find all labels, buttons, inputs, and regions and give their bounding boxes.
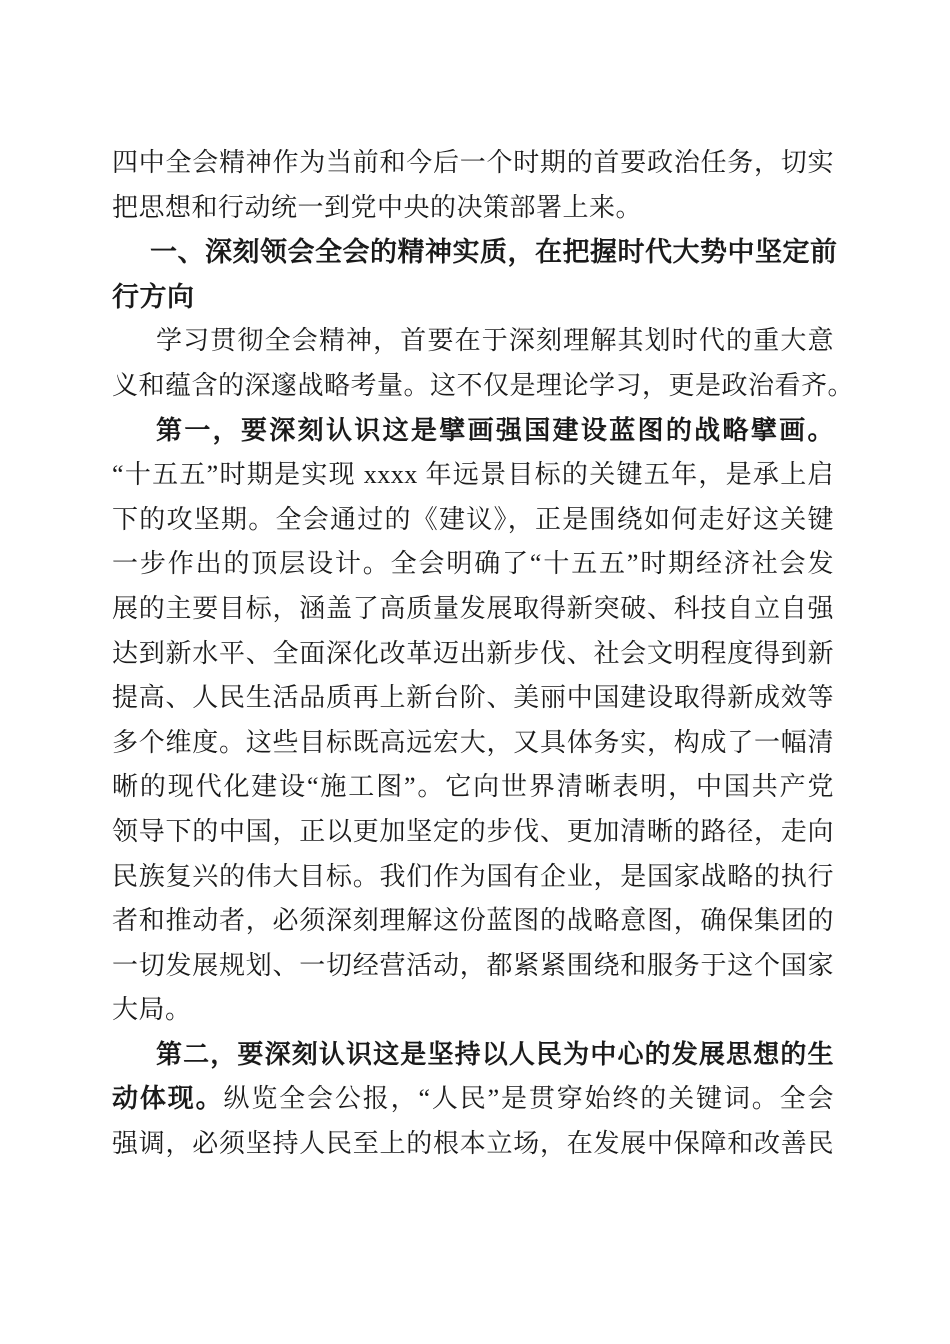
text-line bbox=[112, 988, 834, 1033]
intro-continuation-paragraph bbox=[112, 141, 834, 230]
text-run: 纵览全会公报，“人民”是贯穿始终的关键词。全会 bbox=[223, 1084, 834, 1114]
text-run: 多个维度。这些目标既高远宏大，又具体务实，构成了一幅清 bbox=[112, 727, 834, 757]
text-run: 提高、人民生活品质再上新台阶、美丽中国建设取得新成效等 bbox=[112, 683, 834, 713]
text-run: 学习贯彻全会精神，首要在于深刻理解其划时代的重大意 bbox=[156, 326, 834, 356]
text-line bbox=[112, 587, 834, 632]
text-line bbox=[112, 141, 834, 186]
text-line bbox=[112, 186, 834, 231]
text-run: 第一，要深刻认识这是擘画强国建设蓝图的战略擘画。 bbox=[156, 415, 834, 445]
text-line bbox=[112, 944, 834, 989]
text-run: 者和推动者，必须深刻理解这份蓝图的战略意图，确保集团的 bbox=[112, 906, 834, 936]
text-run: 第二，要深刻认识这是坚持以人民为中心的发展思想的生 bbox=[156, 1039, 834, 1069]
text-line bbox=[112, 319, 834, 364]
text-run: 大局。 bbox=[112, 995, 192, 1025]
text-line bbox=[112, 1122, 834, 1167]
text-line bbox=[112, 364, 855, 409]
text-line bbox=[112, 230, 838, 275]
text-run: 动体现。 bbox=[112, 1084, 224, 1114]
second-point-paragraph bbox=[112, 1033, 834, 1167]
text-line bbox=[112, 275, 834, 320]
text-run: “十五五”时期是实现 xxxx 年远景目标的关键五年，是承上启 bbox=[112, 460, 834, 490]
text-run: 民族复兴的伟大目标。我们作为国有企业，是国家战略的执行 bbox=[112, 861, 834, 891]
text-line bbox=[112, 1077, 834, 1122]
text-run: 下的攻坚期。全会通过的《建议》，正是围绕如何走好这关键 bbox=[112, 504, 834, 534]
text-line bbox=[112, 498, 834, 543]
text-line bbox=[112, 409, 834, 454]
text-run: 行方向 bbox=[112, 281, 195, 312]
text-run: 展的主要目标，涵盖了高质量发展取得新突破、科技自立自强 bbox=[112, 593, 834, 623]
text-run: 义和蕴含的深邃战略考量。这不仅是理论学习，更是政治看齐。 bbox=[112, 370, 855, 400]
text-line bbox=[112, 765, 834, 810]
text-run: 达到新水平、全面深化改革迈出新步伐、社会文明程度得到新 bbox=[112, 638, 834, 668]
text-line bbox=[112, 855, 834, 900]
study-significance-paragraph bbox=[112, 319, 855, 408]
document-text-block bbox=[112, 141, 855, 1167]
text-line bbox=[112, 1033, 834, 1078]
text-line bbox=[112, 542, 834, 587]
text-line bbox=[112, 632, 834, 677]
text-line bbox=[112, 453, 834, 498]
text-run: 一步作出的顶层设计。全会明确了“十五五”时期经济社会发 bbox=[112, 549, 834, 579]
text-run: 一、深刻领会全会的精神实质，在把握时代大势中坚定前 bbox=[150, 237, 838, 268]
first-point-paragraph bbox=[112, 409, 834, 1033]
text-run: 晰的现代化建设“施工图”。它向世界清晰表明，中国共产党 bbox=[112, 772, 834, 802]
section-one-heading bbox=[112, 230, 838, 319]
text-run: 一切发展规划、一切经营活动，都紧紧围绕和服务于这个国家 bbox=[112, 950, 834, 980]
text-line bbox=[112, 676, 834, 721]
text-line bbox=[112, 810, 834, 855]
text-run: 强调，必须坚持人民至上的根本立场，在发展中保障和改善民 bbox=[112, 1129, 834, 1159]
text-run: 四中全会精神作为当前和今后一个时期的首要政治任务，切实 bbox=[112, 148, 834, 177]
text-run: 领导下的中国，正以更加坚定的步伐、更加清晰的路径，走向 bbox=[112, 816, 834, 846]
text-line bbox=[112, 721, 834, 766]
text-run: 把思想和行动统一到党中央的决策部署上来。 bbox=[112, 192, 643, 222]
text-line bbox=[112, 899, 834, 944]
